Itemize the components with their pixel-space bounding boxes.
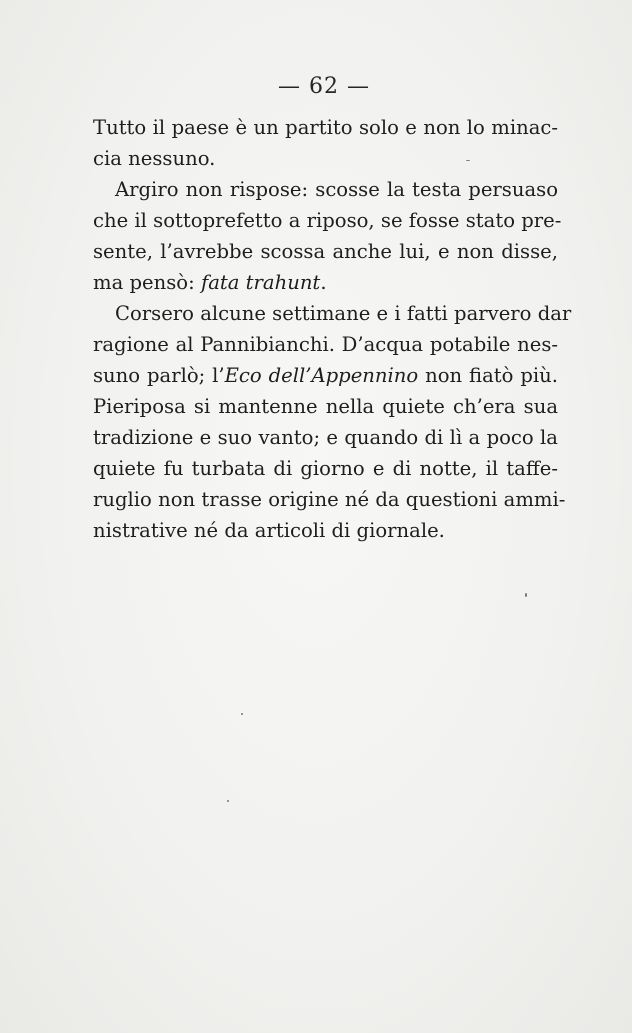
text-line: ragione al Pannibianchi. D’acqua potabile nes- [93,333,558,356]
italic-title: fata trahunt [200,271,321,294]
text-line: sente, l’avrebbe scossa anche lui, e non disse, [93,240,558,263]
paragraph [93,112,558,174]
text-line: Corsero alcune settimane e i fatti parvero dar [115,302,572,325]
text-line: nistrative né da articoli di giornale. [93,519,445,542]
text-line: che il sottoprefetto a riposo, se fosse stato pre- [93,209,562,232]
paragraph [93,174,562,298]
text-line: Pieriposa si mantenne nella quiete ch’era sua [93,395,558,418]
paper-speck [241,713,243,715]
text-line: cia nessuno. [93,147,216,170]
text-line: ruglio non trasse origine né da questioni ammi- [93,488,566,511]
paper-speck [227,800,229,802]
text-segment: suno parlò; l’ [93,364,225,387]
paper-speck [466,160,470,161]
text-segment: ma pensò: [93,271,201,294]
text-line: tradizione e suo vanto; e quando di lì a poco la [93,426,558,449]
text-line: Tutto il paese è un partito solo e non lo minac- [93,116,558,139]
text-line [93,360,558,391]
text-segment: non fiatò più. [418,364,558,387]
text-line [93,267,558,298]
italic-title: Eco dell’Appennino [224,364,419,387]
page-number: — 62 — [278,74,370,99]
body-text [93,112,572,546]
text-segment: . [320,271,327,294]
text-line: quiete fu turbata di giorno e di notte, il taffe- [93,457,558,480]
paper-speck [525,593,527,597]
text-line: Argiro non rispose: scosse la testa persuaso [115,178,558,201]
paragraph [93,298,572,546]
